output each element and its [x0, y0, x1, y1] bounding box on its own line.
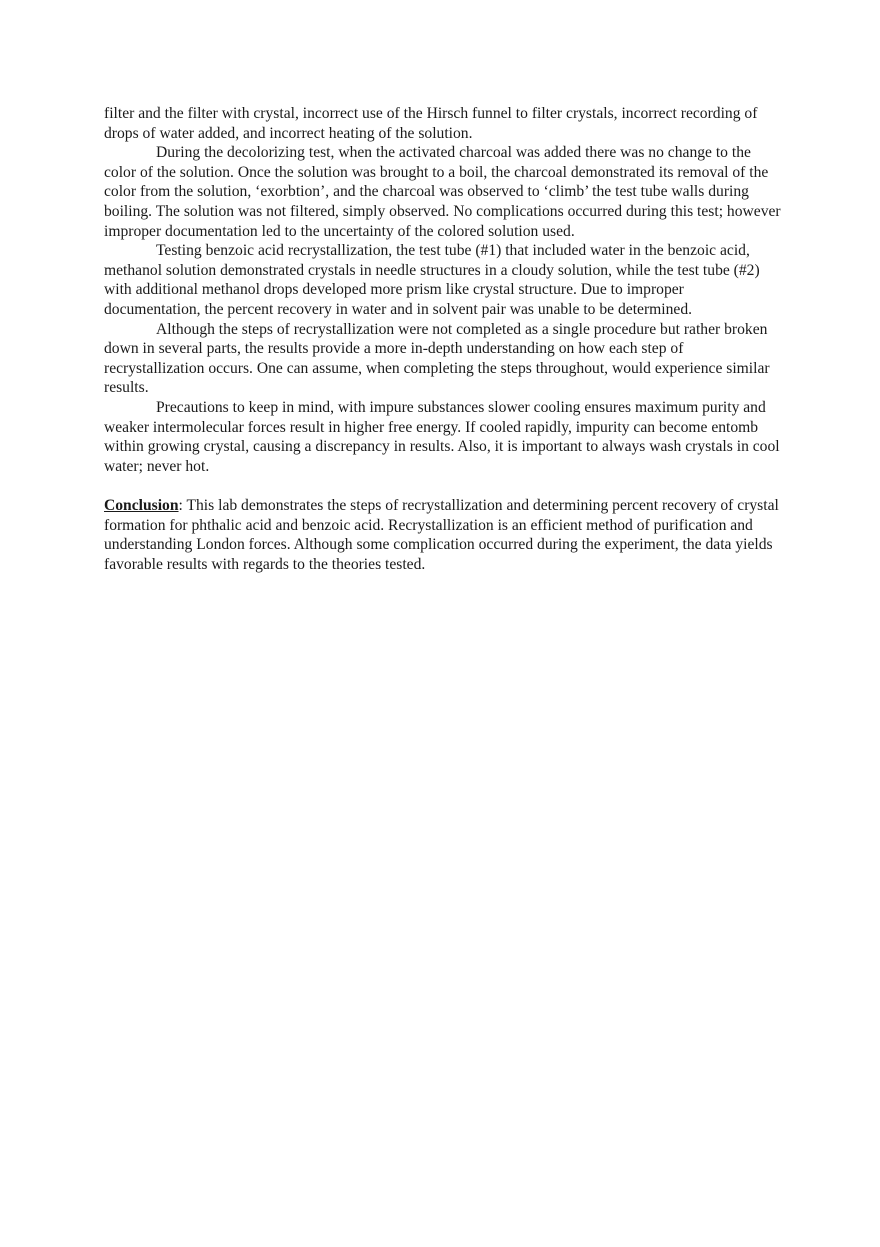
conclusion-section [104, 496, 784, 574]
paragraph-decolorizing-test: During the decolorizing test, when the activated charcoal was added there was no change to the color of the solution. Once the solution was brought to a boil, the charcoal demonstrated its removal of the color from the solution, ‘exorbtion’, and the charcoal was observed to ‘climb’ the test tube walls during boiling. The solution was not filtered, simply observed. No complications occurred during this test; however improper documentation led to the uncertainty of the colored solution used. [104, 144, 781, 240]
conclusion-text: This lab demonstrates the steps of recrystallization and determining percent recovery of crystal formation for phthalic acid and benzoic acid. Recrystallization is an efficient method of purification and understanding London forces. Although some complication occurred during the experiment, the data yields favorable results with regards to the theories tested. [104, 497, 779, 574]
paragraph-precautions: Precautions to keep in mind, with impure substances slower cooling ensures maximum purity and weaker intermolecular forces result in higher free energy. If cooled rapidly, impurity can become entomb within growing crystal, causing a discrepancy in results. Also, it is important to always wash crystals in cool water; never hot. [104, 398, 780, 475]
document-page [104, 104, 784, 575]
conclusion-heading: Conclusion [104, 497, 179, 515]
paragraph-benzoic-acid-test: Testing benzoic acid recrystallization, the test tube (#1) that included water in the benzoic acid, methanol solution demonstrated crystals in needle structures in a cloudy solution, while the test tube (#2) with additional methanol drops developed more prism like crystal structure. Due to improper documentation, the percent recovery in water and in solvent pair was unable to be determined. [104, 242, 760, 318]
paragraph-recrystallization-steps: Although the steps of recrystallization were not completed as a single procedure but rather broken down in several parts, the results provide a more in-depth understanding on how each step of recrystallization occurs. One can assume, when completing the steps throughout, would experience similar results. [104, 320, 770, 397]
conclusion-separator: : [178, 497, 187, 515]
paragraph-continuation: filter and the filter with crystal, incorrect use of the Hirsch funnel to filter crystals, incorrect recording of drops of water added, and incorrect heating of the solution. [104, 105, 758, 142]
